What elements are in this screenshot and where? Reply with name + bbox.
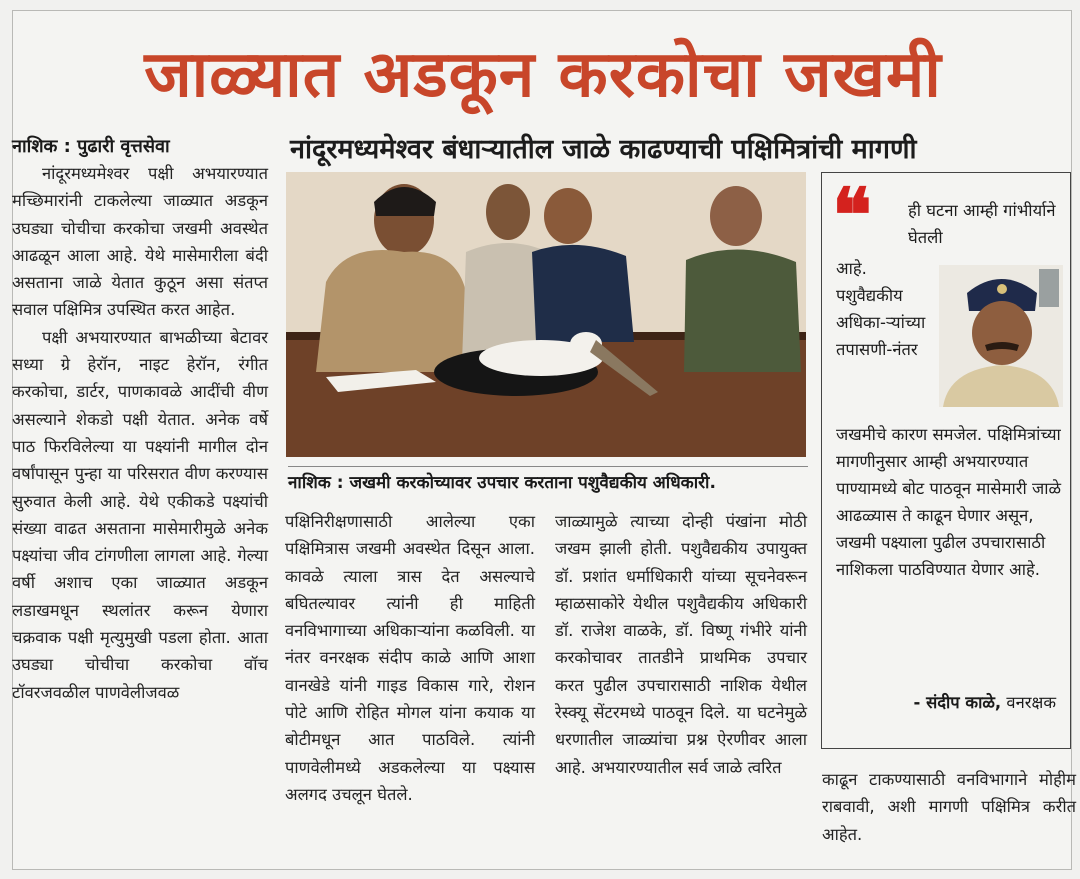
quote-signature [914,691,1056,715]
byline: नाशिक : पुढारी वृत्तसेवा [12,136,170,157]
column-3 [555,508,807,781]
col1-paragraph-1: नांदूरमध्यमेश्वर पक्षी अभयारण्यात मच्छिमारांनी टाकलेल्या जाळ्यात अडकून उघड्या चोचीचा करकोचा जखमी अवस्थेत आढळून आला आहे. येथे मासेमारीला बंदी असताना जाळे येतात कुठून असा संतप्त सवाल पक्षिमित्र उपस्थित करत आहेत. [12,164,268,320]
col4-paragraph: काढून टाकण्यासाठी वनविभागाने मोहीम राबवावी, अशी मागणी पक्षिमित्र करीत आहेत. [822,770,1076,844]
photo-caption: नाशिक : जखमी करकोच्यावर उपचार करताना पशुवैद्यकीय अधिकारी. [288,466,808,495]
column-1 [12,160,268,706]
col3-paragraph: जाळ्यामुळे त्याच्या दोन्ही पंखांना मोठी जखम झाली होती. पशुवैद्यकीय उपायुक्त डॉ. प्रशांत धर्माधिकारी यांच्या सूचनेवरून म्हाळसाकोरे येथील पशुवैद्यकीय अधिकारी डॉ. राजेश वाळके, डॉ. विष्णू गंभीरे यांनी करकोचावर तातडीने प्राथमिक उपचार करत पुढील उपचारासाठी नाशिक येथील रेस्क्यू सेंटरमध्ये पाठवून दिले. या घटनेमुळे धरणातील जाळ्यांचा प्रश्न ऐरणीवर आला आहे. अभयारण्यातील सर्व जाळे त्वरित [555,512,807,777]
quote-signature-title: वनरक्षक [1001,693,1056,712]
col2-paragraph: पक्षिनिरीक्षणासाठी आलेल्या एका पक्षिमित्रास जखमी अवस्थेत दिसून आला. कावळे त्याला त्रास देत असल्याचे बघितल्यावर त्यांनी ही माहिती वनविभागाच्या अधिकाऱ्यांना कळविली. या नंतर वनरक्षक संदीप काळे आणि आशा वानखेडे यांनी गाइड विकास गारे, रोशन पोटे आणि रोहित मोगल यांना कयाक या बोटीमधून आत पाठविले. त्यांनी पाणवेलीमध्ये अडकलेल्या या पक्ष्यास अलगद उचलून घेतले. [285,512,535,804]
quote-line-a: ही घटना आम्ही गांभीर्याने घेतली [908,201,1056,247]
quote-line-c: जखमीचे कारण समजेल. पक्षिमित्रांच्या मागणीनुसार आम्ही अभयारण्यात पाण्यामध्ये बोट पाठवून मासेमारी जाळे आढळ्यास ते काढून घेणार असून, जखमी पक्ष्याला पुढील उपचारासाठी नाशिकला पाठविण्यात येणार आहे. [836,425,1062,579]
officer-portrait-illustration [939,265,1063,407]
quote-signature-name: - संदीप काळे, [913,693,1002,712]
subheadline: नांदूरमध्यमेश्वर बंधाऱ्यातील जाळे काढण्याची पक्षिमित्रांची मागणी [290,134,917,165]
column-4 [822,766,1076,848]
quote-line-b: आहे. पशुवैद्यकीय अधिका-ऱ्यांच्या तपासणी-नंतर [836,259,926,359]
photo-illustration [286,172,806,457]
officer-portrait [939,265,1063,407]
news-photo [286,172,806,457]
headline: जाळ्यात अडकून करकोचा जखमी [144,38,942,112]
quote-box [821,172,1071,749]
col1-paragraph-2: पक्षी अभयारण्यात बाभळीच्या बेटावर सध्या ग्रे हेरॉन, नाइट हेरॉन, रंगीत करकोचा, डार्टर, पाणकावळे आदींची वीण असल्याने शेकडो पक्षी येतात. अनेक वर्षे पाठ फिरविलेल्या या पक्ष्यांनी मागील दोन वर्षांपासून पुन्हा या परिसरात वीण करण्यास सुरुवात केली आहे. येथे एकीकडे पक्ष्यांची संख्या वाढत असताना मासेमारीमुळे अनेक पक्ष्यांचा जीव टांगणीला लागला आहे. गेल्या वर्षी अशाच एका जाळ्यात अडकून लडाखमधून स्थलांतर करून येणारा चक्रवाक पक्षी मृत्युमुखी पडला होता. आता उघड्या चोचीचा करकोचा वॉच टॉवरजवळील पाणवेलीजवळ [12,327,268,702]
column-2 [285,508,535,808]
quote-mark-icon: ❝ [832,173,872,259]
